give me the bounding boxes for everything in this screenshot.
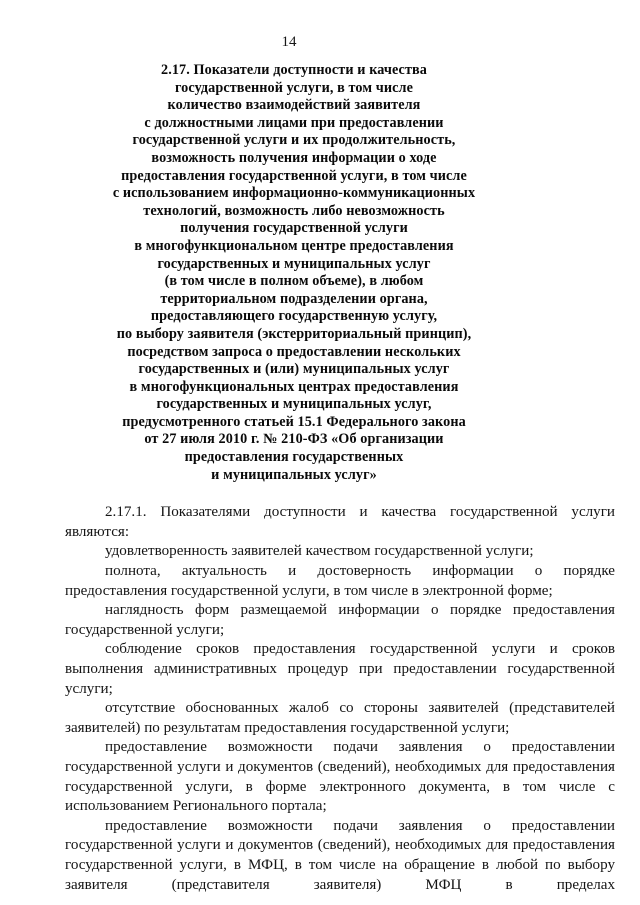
heading-line: посредством запроса о предоставлении нескольких xyxy=(127,343,461,360)
paragraph-item: предоставление возможности подачи заявления о предоставлении государственной услуги и документов (сведений), необходимых для предоставления государственной услуги, в форме электронного документа, в том числе с использованием Регионального портала; xyxy=(65,739,615,815)
paragraph-intro: 2.17.1. Показателями доступности и качества государственной услуги являются: xyxy=(65,504,615,540)
heading-line: в многофункциональном центре предоставления xyxy=(134,237,454,254)
paragraph-item: полнота, актуальность и достоверность информации о порядке предоставления государственной услуги, в том числе в электронной форме; xyxy=(65,563,615,599)
paragraph-item-cut: предоставление возможности подачи заявления о предоставлении государственной услуги и документов (сведений), необходимых для предоставления государственной услуги, в МФЦ, в том числе на обращение в любой по выбору заявителя (представителя заявителя) МФЦ в пределах xyxy=(65,817,615,893)
heading-line: 2.17. Показатели доступности и качества xyxy=(161,62,427,78)
paragraph-item: отсутствие обоснованных жалоб со стороны заявителей (представителей заявителей) по результатам предоставления государственной услуги; xyxy=(65,700,615,736)
heading-line: и муниципальных услуг» xyxy=(211,466,377,483)
heading-line: предоставления государственных xyxy=(184,449,404,466)
heading-line: с должностными лицами при предоставлении xyxy=(144,114,444,131)
heading-line: по выбору заявителя (экстерриториальный принцип), xyxy=(116,325,472,342)
heading-line: предоставляющего государственную услугу, xyxy=(150,308,438,325)
heading-line: государственной услуги, в том числе xyxy=(174,79,413,96)
section-heading xyxy=(8,62,580,484)
heading-line: возможность получения информации о ходе xyxy=(151,149,437,166)
heading-line: государственных и муниципальных услуг xyxy=(157,255,431,272)
heading-line: государственных и муниципальных услуг, xyxy=(156,396,432,413)
paragraph-item: удовлетворенность заявителей качеством государственной услуги; xyxy=(105,543,534,560)
heading-line: в многофункциональных центрах предоставления xyxy=(129,378,459,395)
heading-line: количество взаимодействий заявителя xyxy=(167,97,421,114)
paragraph-item: наглядность форм размещаемой информации о порядке предоставления государственной услуги; xyxy=(65,602,615,638)
heading-line: (в том числе в полном объеме), в любом xyxy=(164,273,424,290)
paragraph-item: соблюдение сроков предоставления государственной услуги и сроков выполнения административных процедур при предоставлении государственной услуги; xyxy=(65,641,615,697)
heading-line: предусмотренного статьей 15.1 Федерального закона xyxy=(122,413,466,430)
heading-line: с использованием информационно-коммуникационных xyxy=(112,185,476,202)
heading-line: государственных и (или) муниципальных услуг xyxy=(138,361,450,378)
heading-line: от 27 июля 2010 г. № 210-ФЗ «Об организации xyxy=(144,431,444,448)
heading-line: территориальном подразделении органа, xyxy=(160,290,428,307)
heading-line: предоставления государственной услуги, в том числе xyxy=(121,167,467,184)
heading-line: получения государственной услуги xyxy=(180,220,408,237)
page-number: 14 xyxy=(281,34,297,50)
section-body xyxy=(65,503,615,895)
heading-line: технологий, возможность либо невозможность xyxy=(143,202,445,219)
heading-line: государственной услуги и их продолжительность, xyxy=(132,132,456,149)
